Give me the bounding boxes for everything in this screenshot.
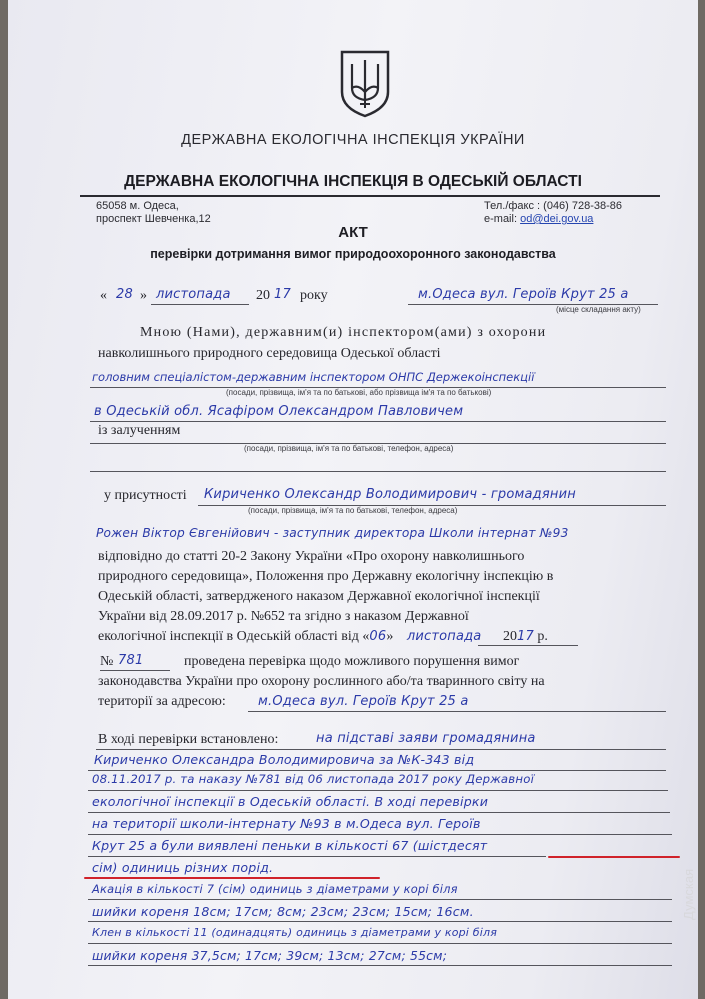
order-year-word: р. [537, 629, 548, 644]
order-month: листопада [406, 629, 482, 644]
date-year-prefix: 20 [256, 288, 270, 303]
red-underline-count [548, 856, 680, 858]
findings-line-10: Клен в кількості 11 (одинадцять) одиниць з діаметрами у корі біля [92, 926, 498, 939]
trident-emblem-icon [338, 48, 392, 118]
order-day: 06 [369, 629, 387, 644]
findings-line-7: сім) одиниць різних порід. [92, 860, 274, 875]
legal-line-5-text: екологічної інспекції в Одеській області від « [98, 629, 370, 644]
findings-line-5: на території школи-інтернату №93 в м.Одеса вул. Героїв [92, 816, 481, 831]
date-day: 28 [116, 287, 133, 302]
findings-line-8: Акація в кількості 7 (сім) одиниць з діаметрами у корі біля [92, 882, 458, 896]
email-link[interactable]: od@dei.gov.ua [520, 213, 594, 225]
findings-line-2: Кириченко Олександра Володимировича за №К-343 від [94, 752, 475, 767]
findings-line-1: на підставі заяви громадянина [316, 731, 536, 746]
place-caption: (місце складання акту) [556, 305, 641, 314]
email-label: e-mail: [484, 213, 518, 225]
legal-line-2: природного середовища», Положення про Державну екологічну інспекцію в [98, 569, 554, 584]
findings-line-9: шийки кореня 18см; 17см; 8см; 23см; 23см; 15см; 16см. [92, 904, 474, 919]
findings-line-4: екологічної інспекції в Одеській області. В ході перевірки [92, 794, 489, 809]
order-year-suffix: 17 [516, 629, 534, 644]
date-close-quote: » [140, 288, 147, 303]
act-place: м.Одеса вул. Героїв Крут 25 а [418, 287, 629, 302]
document-page [8, 0, 698, 999]
check-line-1: проведена перевірка щодо можливого порушення вимог [184, 654, 520, 669]
findings-label: В ході перевірки встановлено: [98, 732, 279, 747]
ministry-name: ДЕРЖАВНА ЕКОЛОГІЧНА ІНСПЕКЦІЯ УКРАЇНИ [181, 132, 525, 148]
inspector-intro-2: навколишнього природного середовища Одеської області [98, 346, 441, 361]
legal-line-3: Одеській області, затвердженого наказом Державної екологічної інспекції [98, 589, 540, 604]
order-year-prefix: 20 [502, 629, 517, 644]
legal-line-4: України від 28.09.2017 р. №652 та згідно з наказом Державної [98, 609, 469, 624]
source-watermark: Думская [681, 868, 696, 920]
presence-label: у присутності [104, 488, 187, 503]
red-underline-species [84, 877, 380, 879]
inspector-caption: (посади, прізвища, ім'я та по батькові, або прізвища ім'я та по батькові) [226, 388, 492, 397]
inspector-hand-2: в Одеській обл. Ясафіром Олександром Павловичем [94, 404, 464, 419]
involvement-label: із залученням [98, 423, 181, 438]
document-subtitle: перевірки дотримання вимог природоохоронного законодавства [150, 247, 556, 261]
findings-line-11: шийки кореня 37,5см; 17см; 39см; 13см; 27см; 55см; [92, 948, 448, 963]
inspector-intro: Мною (Нами), державним(и) інспектором(ами) з охорони [140, 325, 547, 340]
date-open-quote: « [100, 288, 107, 303]
order-number: 781 [118, 653, 144, 668]
phone-fax: Тел./факс : (046) 728-38-86 [484, 200, 623, 212]
findings-line-6: Крут 25 а були виявлені пеньки в кількості 67 (шістдесят [92, 838, 488, 853]
presence-hand-2: Рожен Віктор Євгенійович - заступник директора Школи інтернат №93 [96, 526, 569, 540]
date-year-suffix: 17 [274, 287, 291, 302]
legal-line-1: відповідно до статті 20-2 Закону України «Про охорону навколишнього [98, 549, 525, 564]
date-month: листопада [156, 287, 231, 302]
address-line-1: 65058 м. Одеса, [96, 200, 179, 212]
inspection-address: м.Одеса вул. Героїв Крут 25 а [258, 694, 469, 709]
involvement-caption: (посади, прізвища, ім'я та по батькові, телефон, адреса) [244, 444, 454, 453]
presence-caption: (посади, прізвища, ім'я та по батькові, телефон, адреса) [248, 506, 458, 515]
document-title: АКТ [338, 224, 368, 241]
check-line-2: законодавства України про охорону рослинного або/та тваринного світу на [98, 674, 545, 689]
date-year-word: року [300, 288, 328, 303]
order-number-prefix: № [100, 654, 114, 669]
findings-line-3: 08.11.2017 р. та наказу №781 від 06 листопада 2017 року Державної [92, 772, 535, 786]
inspection-name: ДЕРЖАВНА ЕКОЛОГІЧНА ІНСПЕКЦІЯ В ОДЕСЬКІЙ ОБЛАСТІ [124, 173, 582, 190]
inspector-hand-1: головним спеціалістом-державним інспектором ОНПС Держекоінспекції [92, 370, 535, 384]
order-day-quote: » [386, 629, 394, 644]
header-divider [80, 195, 660, 197]
address-line-2: проспект Шевченка,12 [96, 213, 211, 225]
presence-hand: Кириченко Олександр Володимирович - громадянин [204, 487, 576, 502]
legal-line-5 [98, 629, 548, 645]
check-line-3: території за адресою: [98, 694, 226, 709]
